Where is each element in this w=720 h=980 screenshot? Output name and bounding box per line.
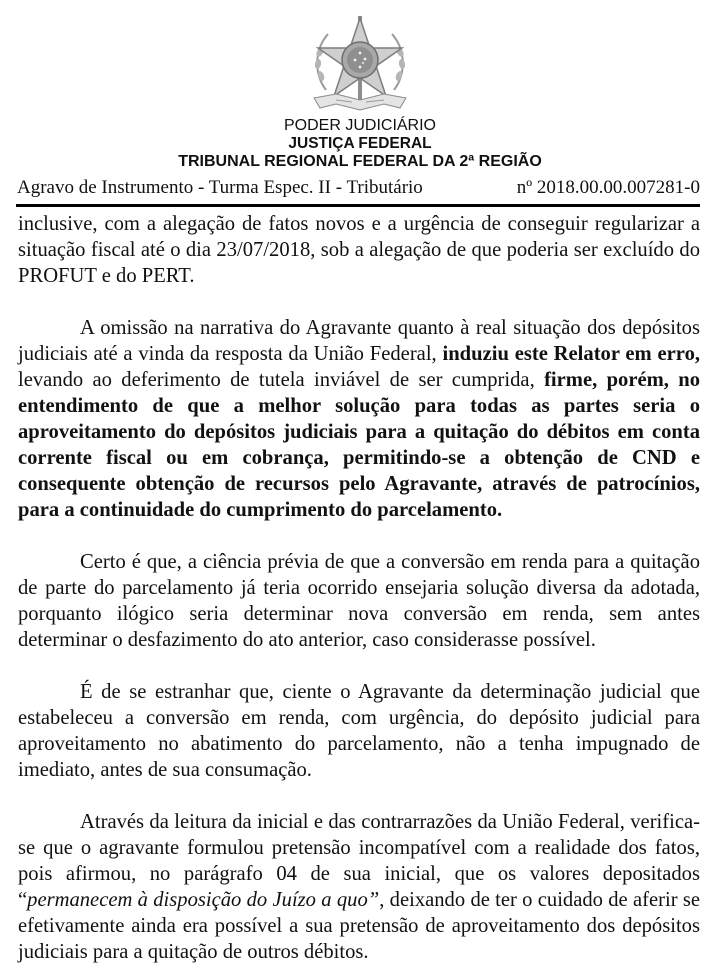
- bold-text-run: firme, porém, no entendimento de que a melhor solução para todas as partes seria o aproveitamento do depósitos judiciais para a quitação do débitos em conta corrente fiscal ou em cobrança, permitindo-se a obtenção de CND e consequente obtenção de recursos pelo Agravante, através de patrocínios, para a continuidade do cumprimento do parcelamento.: [18, 369, 701, 521]
- brazil-coat-of-arms-icon: [306, 12, 414, 116]
- italic-quote-run: permanecem à disposição do Juízo a quo”: [27, 889, 380, 911]
- header-separator: [16, 204, 700, 207]
- paragraph: [18, 679, 700, 783]
- header-tribunal: TRIBUNAL REGIONAL FEDERAL DA 2ª REGIÃO: [178, 153, 542, 170]
- paragraph: [18, 315, 700, 523]
- text-run: Através da leitura da inicial e das contrarrazões da União Federal, verifica-se que o agravante formulou pretensão incompatível com a realidade dos fatos, pois afirmou, no parágrafo 04 de sua inicial, que os valores depositados “: [18, 811, 700, 911]
- bold-text-run: induziu este Relator em erro,: [442, 343, 701, 365]
- header-poder-judiciario: PODER JUDICIÁRIO: [283, 117, 436, 134]
- text-run: Certo é que, a ciência prévia de que a conversão em renda para a quitação de parte do parcelamento já teria ocorrido ensejaria solução diversa da adotada, porquanto ilógico seria determinar nova conversão em renda, sem antes determinar o desfazimento do ato anterior, caso considerasse possível.: [18, 551, 700, 651]
- paragraph: [18, 809, 700, 965]
- text-run: É de se estranhar que, ciente o Agravante da determinação judicial que estabeleceu a conversão em renda, com urgência, do depósito judicial para aproveitamento no abatimento do parcelamento, não a tenha impugnado de imediato, antes de sua consumação.: [18, 681, 700, 781]
- case-type: Agravo de Instrumento - Turma Espec. II - Tributário: [17, 177, 423, 198]
- paragraph: [18, 211, 700, 289]
- case-line: [17, 176, 700, 200]
- text-run: levando ao deferimento de tutela inviável de ser cumprida,: [18, 369, 545, 391]
- text-run: A omissão na narrativa do Agravante quanto à real situação dos depósitos judiciais até a vinda da resposta da União Federal,: [18, 317, 700, 365]
- text-run: , deixando de ter o cuidado de aferir se efetivamente ainda era possível a sua pretensão de aproveitamento dos depósitos judiciais para a quitação de outros débitos.: [18, 889, 701, 963]
- header-justica-federal: JUSTIÇA FEDERAL: [288, 135, 432, 152]
- text-run: inclusive, com a alegação de fatos novos e a urgência de conseguir regularizar a situação fiscal até o dia 23/07/2018, sob a alegação de que poderia ser excluído do PROFUT e do PERT.: [18, 213, 700, 287]
- paragraph: [18, 549, 700, 653]
- case-number: nº 2018.00.00.007281-0: [516, 177, 700, 198]
- document-body: [18, 211, 700, 965]
